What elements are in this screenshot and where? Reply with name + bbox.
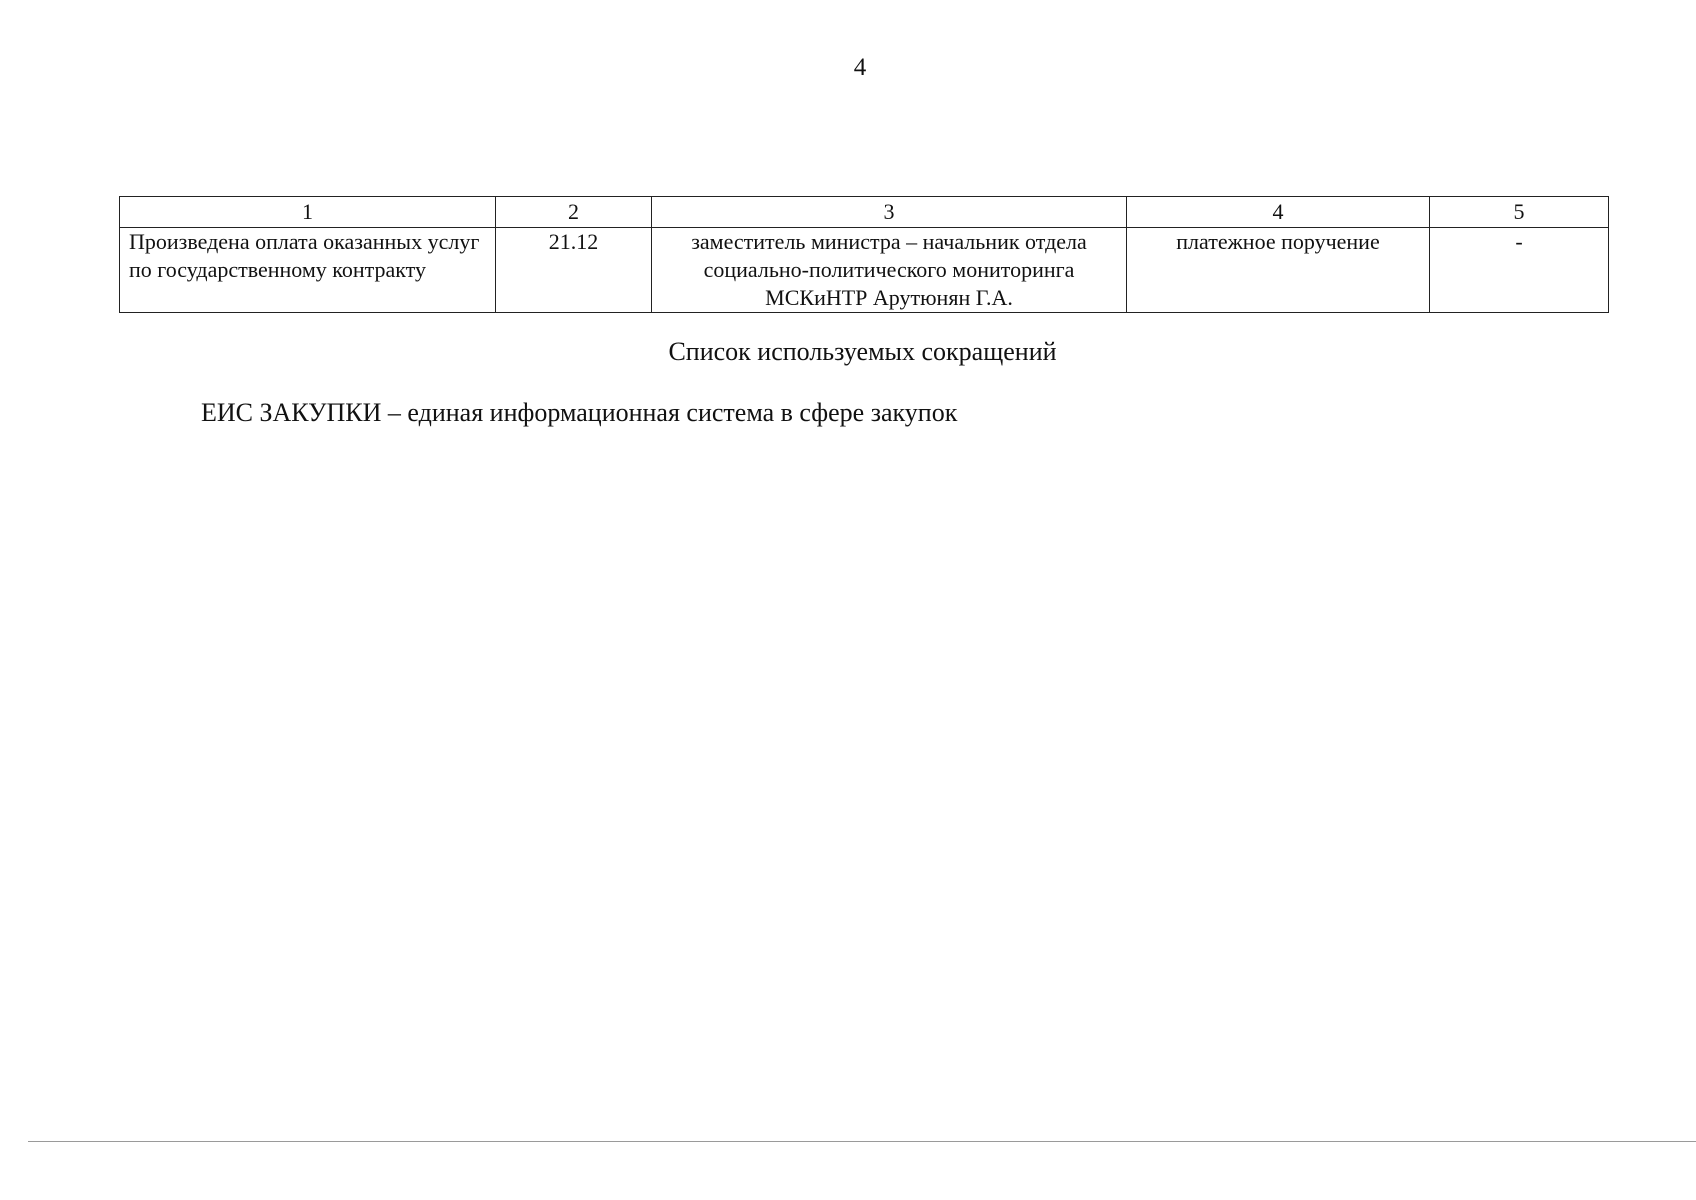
cell-note: - <box>1430 228 1609 313</box>
table-header-row <box>120 197 1609 228</box>
column-header-4: 4 <box>1127 197 1430 228</box>
cell-date: 21.12 <box>496 228 652 313</box>
cell-document: платежное поручение <box>1127 228 1430 313</box>
column-header-2: 2 <box>496 197 652 228</box>
page-number: 4 <box>853 54 867 81</box>
column-header-5: 5 <box>1430 197 1609 228</box>
abbreviation-item: ЕИС ЗАКУПКИ – единая информационная система в сфере закупок <box>201 398 958 427</box>
cell-responsible: заместитель министра – начальник отдела социально-политического мониторинга МСКиНТР Арутюнян Г.А. <box>652 228 1127 313</box>
column-header-1: 1 <box>120 197 496 228</box>
table-row <box>120 228 1609 313</box>
report-table <box>119 196 1609 313</box>
page-bottom-rule <box>28 1141 1696 1142</box>
abbreviations-title: Список используемых сокращений <box>668 337 1057 366</box>
cell-event: Произведена оплата оказанных услуг по государственному контракту <box>120 228 496 313</box>
column-header-3: 3 <box>652 197 1127 228</box>
